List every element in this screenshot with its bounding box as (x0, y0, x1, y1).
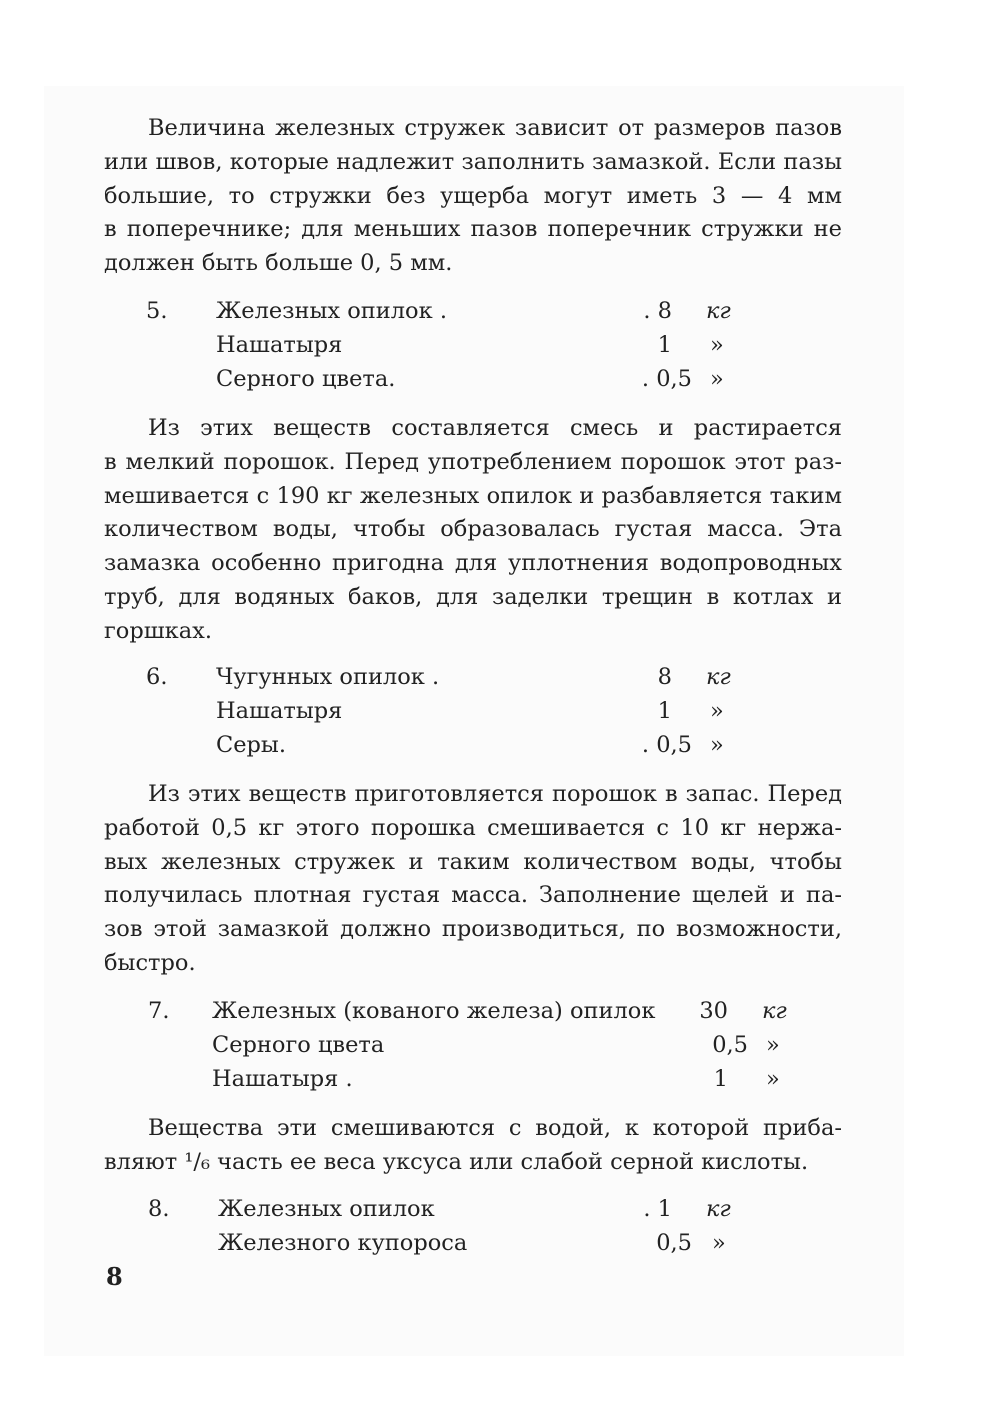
text-line: мешивается с 190 кг железных опилок и разбавляется таким (104, 482, 842, 509)
text-line: количеством воды, чтобы образовалась густая масса. Эта (104, 516, 842, 543)
ingredient-unit: » (710, 698, 724, 724)
ingredient-unit: кг (706, 1196, 731, 1222)
text-line: или швов, которые надлежит заполнить замазкой. Если пазы (104, 148, 842, 175)
ingredient-qty: 1 (657, 698, 672, 724)
recipe-row (0, 694, 1000, 728)
ingredient-unit: » (766, 1032, 780, 1058)
text-line: труб, для водяных баков, для заделки трещин в котлах и (104, 583, 842, 610)
text-line: Вещества эти смешиваются с водой, к которой приба- (148, 1115, 842, 1141)
text-line: должен быть больше 0, 5 мм. (104, 250, 453, 277)
recipe-row (0, 660, 1000, 694)
ingredient-name: Нашатыря (216, 698, 343, 724)
recipe-number: 6. (146, 664, 168, 690)
ingredient-name: Серного цвета (212, 1032, 385, 1058)
recipe-row (0, 1062, 1000, 1096)
recipe-row (0, 1226, 1000, 1260)
ingredient-qty: . 0,5 (641, 366, 692, 392)
ingredient-qty: . 1 (643, 1196, 672, 1222)
text-line: большие, то стружки без ущерба могут иметь 3 — 4 мм (104, 182, 842, 209)
ingredient-name: Железных опилок (218, 1196, 435, 1222)
ingredient-name: Нашатыря (216, 332, 343, 358)
recipe-row (0, 1028, 1000, 1062)
text-line: Величина железных стружек зависит от размеров пазов (148, 115, 842, 141)
text-line: замазка особенно пригодна для уплотнения водопроводных (104, 550, 842, 577)
ingredient-unit: » (712, 1230, 726, 1256)
ingredient-qty: 1 (713, 1066, 728, 1092)
recipe-row (0, 728, 1000, 762)
ingredient-name: Железных (кованого железа) опилок (212, 998, 656, 1024)
ingredient-name: Железных опилок . (216, 298, 447, 324)
recipe-row (0, 362, 1000, 396)
ingredient-unit: » (710, 732, 724, 758)
page-number: 8 (106, 1262, 123, 1291)
ingredient-name: Нашатыря . (212, 1066, 353, 1092)
recipe-number: 5. (146, 298, 168, 324)
text-line: в мелкий порошок. Перед употреблением порошок этот раз- (104, 448, 842, 475)
ingredient-qty: 1 (657, 332, 672, 358)
ingredient-unit: » (766, 1066, 780, 1092)
ingredient-unit: » (710, 332, 724, 358)
ingredient-qty: . 0,5 (641, 732, 692, 758)
text-line: в поперечнике; для меньших пазов поперечник стружки не (104, 216, 842, 243)
text-line: получилась плотная густая масса. Заполнение щелей и па- (104, 882, 842, 909)
text-line: работой 0,5 кг этого порошка смешивается с 10 кг нержа- (104, 814, 842, 841)
ingredient-unit: кг (706, 664, 731, 690)
text-line: вых железных стружек и таким количеством воды, чтобы (104, 848, 842, 875)
text-line: Из этих веществ приготовляется порошок в запас. Перед (148, 781, 842, 807)
recipe-row (0, 994, 1000, 1028)
text-line: вляют ¹/₆ часть ее веса уксуса или слабой серной кислоты. (104, 1148, 809, 1175)
paragraph (104, 1112, 842, 1180)
recipe-row (0, 1192, 1000, 1226)
ingredient-name: Серного цвета. (216, 366, 396, 392)
recipe-number: 8. (148, 1196, 170, 1222)
ingredient-unit: » (710, 366, 724, 392)
recipe-row (0, 294, 1000, 328)
ingredient-name: Серы. (216, 732, 286, 758)
ingredient-name: Чугунных опилок . (216, 664, 440, 690)
ingredient-qty: . 8 (643, 298, 672, 324)
ingredient-qty: 8 (657, 664, 672, 690)
text-line: зов этой замазкой должно производиться, по возможности, (104, 916, 842, 943)
text-line: быстро. (104, 949, 196, 976)
ingredient-qty: 30 (699, 998, 728, 1024)
paragraph (104, 112, 842, 281)
ingredient-name: Железного купороса (218, 1230, 468, 1256)
ingredient-unit: кг (706, 298, 731, 324)
recipe-number: 7. (148, 998, 170, 1024)
paragraph (104, 778, 842, 981)
ingredient-unit: кг (762, 998, 787, 1024)
ingredient-qty: 0,5 (712, 1032, 748, 1058)
text-line: Из этих веществ составляется смесь и растирается (148, 415, 842, 441)
ingredient-qty: 0,5 (656, 1230, 692, 1256)
recipe-row (0, 328, 1000, 362)
paragraph (104, 412, 842, 649)
text-line: горшках. (104, 617, 212, 644)
